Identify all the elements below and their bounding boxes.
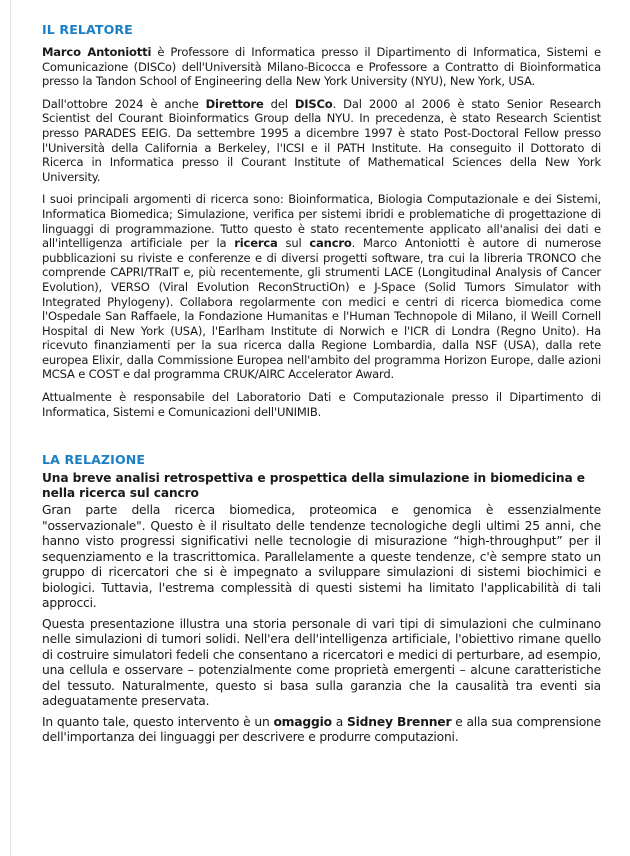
section-heading-relatore: IL RELATORE <box>42 22 133 37</box>
talk-title: Una breve analisi retrospettiva e prospettica della simulazione in biomedicina e nella ricerca sul cancro <box>42 471 585 501</box>
section-relatore <box>42 22 601 419</box>
document-page <box>42 22 601 751</box>
speaker-name: Marco Antoniotti <box>42 45 152 59</box>
section-spacer <box>42 427 601 452</box>
relatore-paragraph-2: Dall'ottobre 2024 è anche Direttore del DISCo. Dal 2000 al 2006 è stato Senior Research Scientist del Courant Bioinformatics Group della NYU. In precedenza, è stato Research Scientist presso PARADES EEIG. Da settembre 1995 a dicembre 1997 è stato Post-Doctoral Fellow presso l'Università della California a Berkeley, l'ICSI e il PATH Institute. Ha conseguito il Dottorato di Ricerca in Informatica presso il Courant Institute of Mathematical Sciences della New York University. <box>42 96 601 184</box>
section-heading-relazione: LA RELAZIONE <box>42 452 146 468</box>
relazione-paragraph-3: In quanto tale, questo intervento è un omaggio a Sidney Brenner e alla sua comprensione dell'importanza dei linguaggi per descrivere e produrre computazioni. <box>42 714 601 745</box>
relazione-paragraph-2: Questa presentazione illustra una storia personale di vari tipi di simulazioni che culminano nelle simulazioni di tumori solidi. Nell'era dell'intelligenza artificiale, l'obiettivo rimane quello di costruire simulatori fedeli che consentano a ricercatori e medici di perturbare, ad esempio, una cellula e osservare – potenzialmente come proprietà emergenti – alcune caratteristiche del tessuto. Naturalmente, questo si basa sulla garanzia che la causalità tra eventi sia adeguatamente preservata. <box>42 616 601 709</box>
relazione-paragraph-1: Gran parte della ricerca biomedica, proteomica e genomica è essenzialmente "osservazionale". Questo è il risultato delle tendenze tecnologiche degli ultimi 25 anni, che hanno visto progressi significativi nelle tecnologie di misurazione “high-throughput” per il sequenziamento e la trascrittomica. Parallelamente a queste tendenze, c'è sempre stato un gruppo di ricercatori che si è impegnato a sviluppare simulazioni di sistemi biochimici e biologici. Tuttavia, l'estrema complessità di questi sistemi ha limitato l'applicabilità di tali approcci. <box>42 503 601 611</box>
section-relazione <box>42 452 601 746</box>
relatore-paragraph-3: I suoi principali argomenti di ricerca sono: Bioinformatica, Biologia Computazionale e dei Sistemi, Informatica Biomedica; Simulazione, verifica per sistemi ibridi e problematiche di progettazione di linguaggi di programmazione. Tutto questo è stato recentemente applicato all'analisi dei dati e all'intelligenza artificiale per la ricerca sul cancro. Marco Antoniotti è autore di numerose pubblicazioni su riviste e conferenze e di diversi progetti software, tra cui la libreria TRONCO che comprende CAPRI/TRaIT e, più recentemente, gli strumenti LACE (Longitudinal Analysis of Cancer Evolution), VERSO (Viral Evolution ReconStructiOn) e J-Space (Solid Tumors Simulator with Integrated Phylogeny). Collabora regolarmente con medici e centri di ricerca biomedica come l'Ospedale San Raffaele, la Fondazione Humanitas e l'Human Technopole di Milano, il Weill Cornell Hospital di New York (USA), l'Earlham Institute di Norwich e l'ICR di Londra (Regno Unito). Ha ricevuto finanziamenti per la sua ricerca dalla Regione Lombardia, dalla NSF (USA), dalla rete europea Elixir, dalla Commissione Europea nell'ambito del programma Horizon Europe, dalle azioni MCSA e COST e dal programma CRUK/AIRC Accelerator Award. <box>42 192 601 382</box>
relatore-paragraph-4: Attualmente è responsabile del Laboratorio Dati e Computazionale presso il Dipartimento di Informatica, Sistemi e Comunicazioni dell'UNIMIB. <box>42 390 601 419</box>
relatore-paragraph-1: Marco Antoniotti è Professore di Informatica presso il Dipartimento di Informatica, Sistemi e Comunicazione (DISCo) dell'Università Milano-Bicocca e Professore a Contratto di Bioinformatica presso la Tandon School of Engineering della New York University (NYU), New York, USA. <box>42 45 601 89</box>
page-left-edge <box>10 0 11 856</box>
